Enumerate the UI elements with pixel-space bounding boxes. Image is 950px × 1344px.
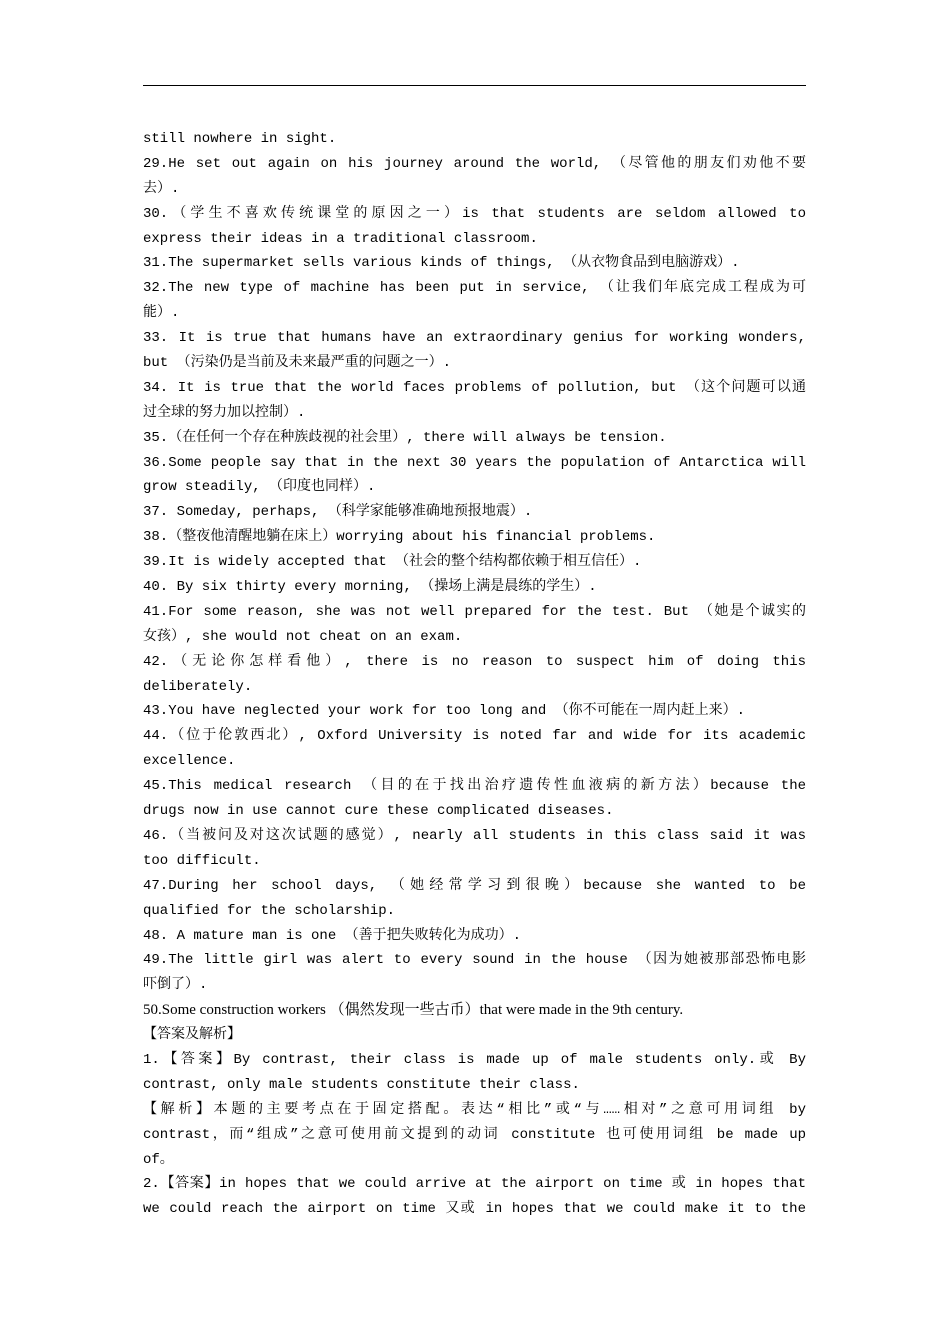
text-line: deliberately.	[143, 678, 253, 695]
text-line: 31.The supermarket sells various kinds of things, （从衣物食品到电脑游戏）.	[143, 255, 740, 272]
text-line: 47.During her school days, （她经常学习到很晚）because she wanted to be	[143, 877, 806, 894]
text-line: but （污染仍是当前及未来最严重的问题之一）.	[143, 355, 452, 372]
text-line: 【解析】本题的主要考点在于固定搭配。表达“相比”或“与……相对”之意可用词组 by	[143, 1101, 806, 1118]
text-line: 49.The little girl was alert to every sound in the house （因为她被那部恐怖电影	[143, 952, 806, 969]
text-line: 过全球的努力加以控制）.	[143, 404, 306, 421]
text-line: 41.For some reason, she was not well prepared for the test. But （她是个诚实的	[143, 603, 806, 620]
text-line: 2.【答案】in hopes that we could arrive at the airport on time 或 in hopes that	[143, 1176, 806, 1193]
text-line: 30.（学生不喜欢传统课堂的原因之一）is that students are seldom allowed to	[143, 205, 806, 222]
text-line: 45.This medical research （目的在于找出治疗遗传性血液病的新方法）because the	[143, 778, 806, 795]
text-line: 1.【答案】By contrast, their class is made up of male students only.或 By	[143, 1051, 806, 1068]
text-line: 33. It is true that humans have an extraordinary genius for working wonders,	[143, 330, 806, 347]
header-rule	[143, 85, 806, 86]
text-line: 38.（整夜他清醒地躺在床上）worrying about his financial problems.	[143, 529, 656, 546]
text-line: still nowhere in sight.	[143, 131, 337, 147]
text-line: 29.He set out again on his journey around the world, （尽管他的朋友们劝他不要	[143, 155, 806, 172]
text-line: 去）.	[143, 180, 180, 197]
text-line: 48. A mature man is one （善于把失败转化为成功）.	[143, 927, 522, 944]
text-line: contrast, only male students constitute their class.	[143, 1076, 580, 1093]
document-body	[143, 127, 806, 1222]
text-line: 32.The new type of machine has been put in service, （让我们年底完成工程成为可	[143, 280, 806, 297]
text-line: excellence.	[143, 753, 236, 770]
text-line: grow steadily, （印度也同样）.	[143, 479, 376, 496]
text-line: qualified for the scholarship.	[143, 902, 396, 919]
text-line: 36.Some people say that in the next 30 years the population of Antarctica will	[143, 454, 806, 471]
text-line: drugs now in use cannot cure these complicated diseases.	[143, 803, 614, 820]
text-line: 吓倒了）.	[143, 977, 208, 994]
text-line: express their ideas in a traditional classroom.	[143, 230, 538, 247]
text-line: 39.It is widely accepted that （社会的整个结构都依赖于相互信任）.	[143, 554, 642, 571]
text-line: 42.（无论你怎样看他）, there is no reason to suspect him of doing this	[143, 653, 806, 670]
text-line: 43.You have neglected your work for too long and （你不可能在一周内赶上来）.	[143, 703, 746, 720]
text-line: 34. It is true that the world faces problems of pollution, but （这个问题可以通	[143, 379, 806, 396]
text-line: 37. Someday, perhaps, （科学家能够准确地预报地震）.	[143, 504, 533, 521]
text-line: 能）.	[143, 305, 180, 322]
text-line: 【答案及解析】	[143, 1027, 241, 1044]
text-line: too difficult.	[143, 852, 261, 869]
text-line: of。	[143, 1151, 174, 1168]
text-line: 44.（位于伦敦西北）, Oxford University is noted far and wide for its academic	[143, 728, 806, 745]
text-line: 40. By six thirty every morning, （操场上满是晨练的学生）.	[143, 579, 597, 596]
text-line: 46.（当被问及对这次试题的感觉）, nearly all students in this class said it was	[143, 827, 806, 844]
text-line: 50.Some construction workers （偶然发现一些古币）that were made in the 9th century.	[143, 1002, 684, 1019]
text-line: contrast，而“组成”之意可使用前文提到的动词 constitute 也可使用词组 be made up	[143, 1126, 806, 1143]
text-line: 女孩）, she would not cheat on an exam.	[143, 628, 463, 645]
text-line: 35.（在任何一个存在种族歧视的社会里）, there will always be tension.	[143, 429, 667, 446]
text-line: we could reach the airport on time 又或 in hopes that we could make it to the	[143, 1201, 806, 1218]
